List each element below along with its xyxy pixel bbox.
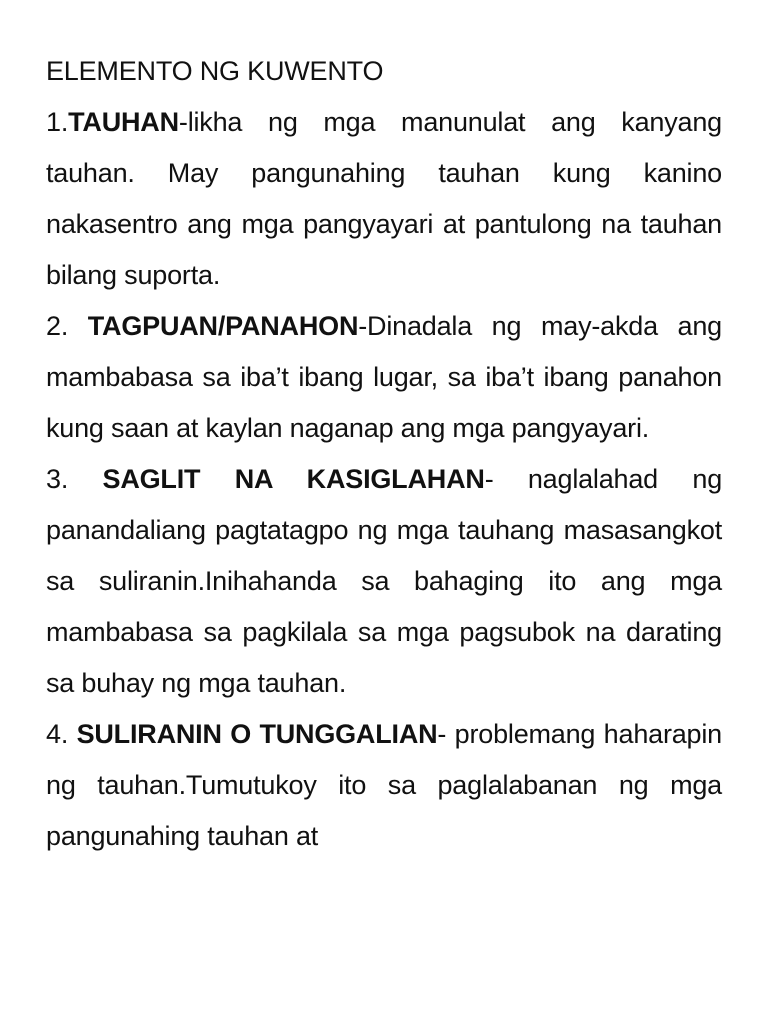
element-item-tagpuan — [46, 301, 722, 454]
item-term: TAUHAN — [68, 107, 179, 137]
item-text: -likha ng mga manunulat ang kanyang tauhan. May pangunahing tauhan kung kanino nakasentro ang mga pangyayari at pantulong na tauhan bilang suporta. — [46, 107, 722, 290]
item-number: 1. — [46, 107, 69, 137]
item-number: 4. — [46, 719, 77, 749]
item-text: - naglalahad ng panandaliang pagtatagpo ng mga tauhang masasangkot sa suliranin.Inihahanda sa bahaging ito ang mga mambabasa sa pagkilala sa mga pagsubok na darating sa buhay ng mga tauhan. — [46, 464, 723, 698]
document-page — [46, 46, 722, 862]
item-number: 2. — [46, 311, 88, 341]
element-item-tauhan — [46, 97, 722, 301]
document-title: ELEMENTO NG KUWENTO — [46, 56, 384, 86]
element-item-saglit — [46, 454, 722, 709]
item-text: - problemang haharapin ng tauhan.Tumutukoy ito sa paglalabanan ng mga pangunahing tauhan at — [46, 719, 722, 851]
item-term: TAGPUAN/PANAHON — [87, 311, 359, 341]
item-term: SAGLIT NA KASIGLAHAN — [102, 464, 485, 494]
item-number: 3. — [46, 464, 103, 494]
item-term: SULIRANIN O TUNGGALIAN — [76, 719, 438, 749]
item-text: -Dinadala ng may-akda ang mambabasa sa iba’t ibang lugar, sa iba’t ibang panahon kung saan at kaylan naganap ang mga pangyayari. — [46, 311, 722, 443]
element-item-suliranin — [46, 709, 722, 862]
